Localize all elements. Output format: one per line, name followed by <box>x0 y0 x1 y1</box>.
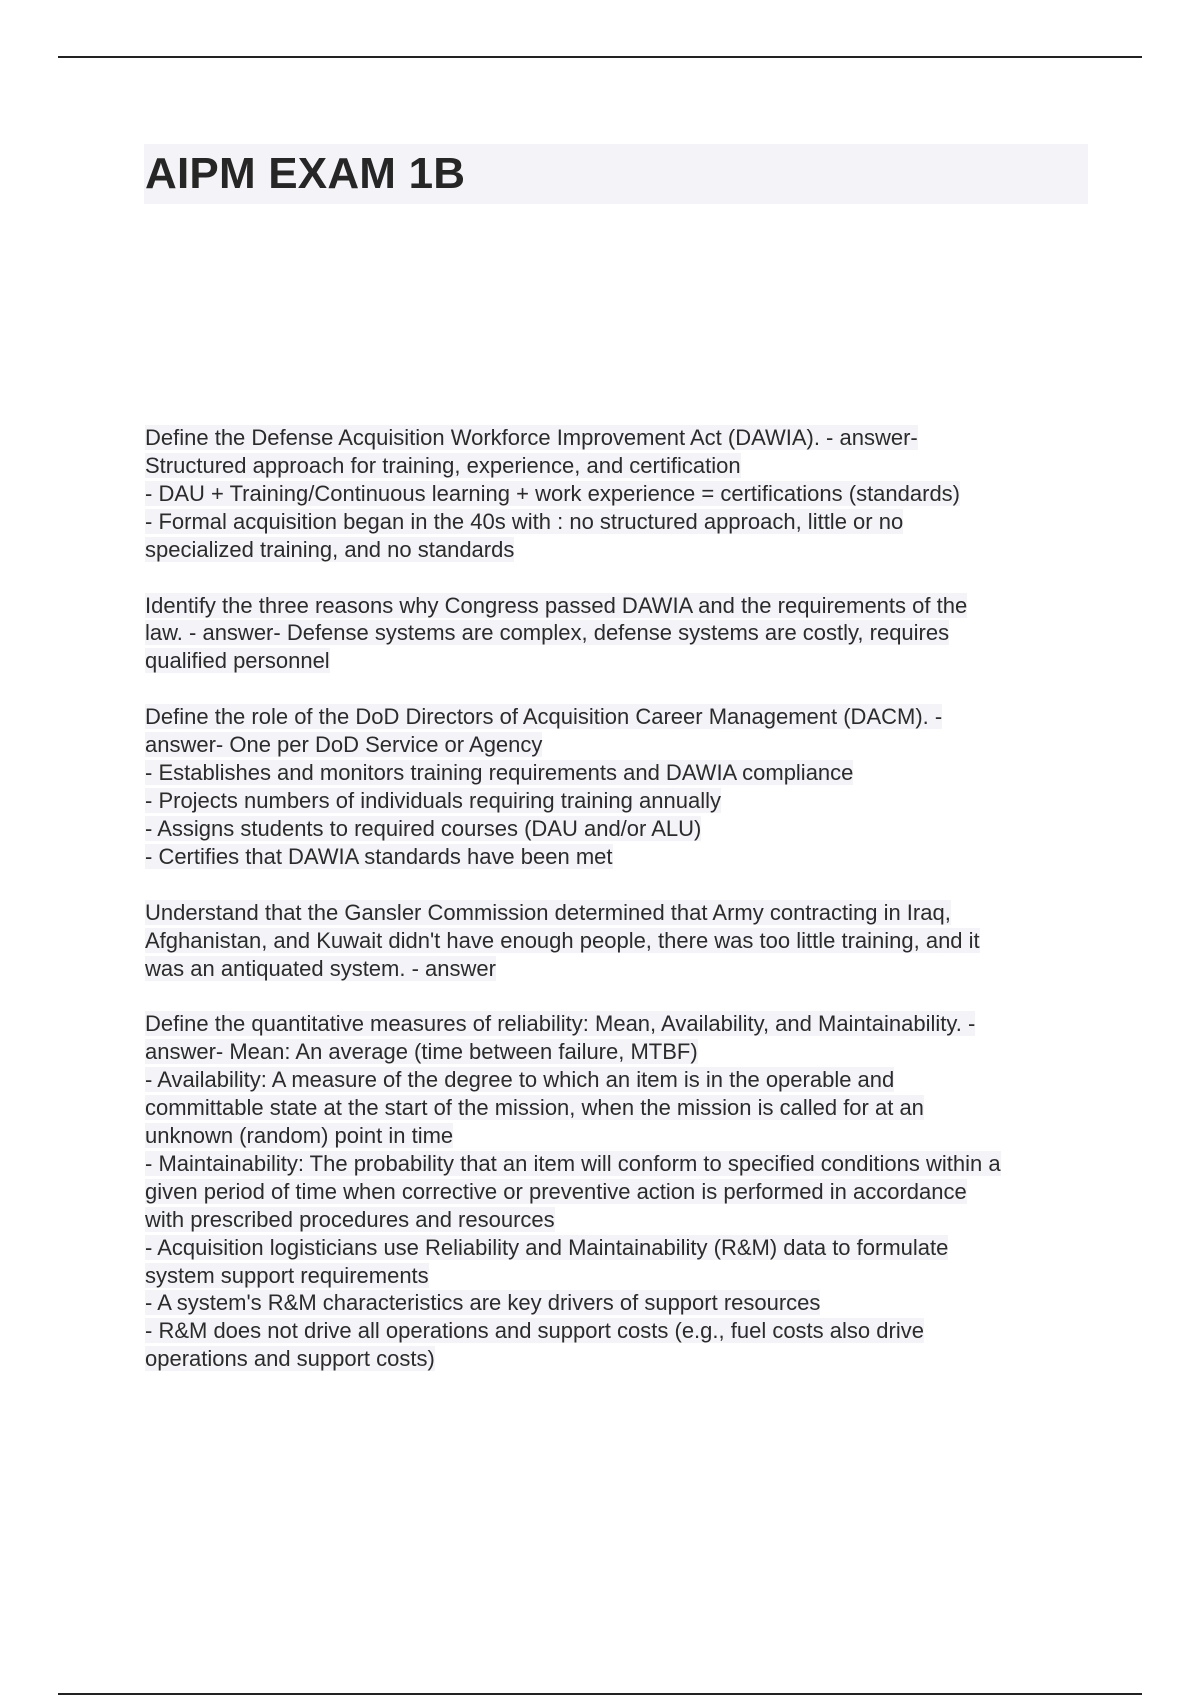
qa-line: Afghanistan, and Kuwait didn't have enough people, there was too little training, and it <box>145 927 980 953</box>
qa-line: - Establishes and monitors training requirements and DAWIA compliance <box>145 760 854 786</box>
qa-line: specialized training, and no standards <box>145 536 515 562</box>
qa-line: system support requirements <box>145 1262 429 1288</box>
qa-block-reliability-measures <box>145 1010 1095 1373</box>
qa-line: given period of time when corrective or preventive action is performed in accordance <box>145 1178 967 1204</box>
qa-line: committable state at the start of the mission, when the mission is called for at an <box>145 1095 924 1121</box>
qa-line: - Acquisition logisticians use Reliability and Maintainability (R&M) data to formulate <box>145 1234 949 1260</box>
qa-block-dawia-definition <box>145 424 1095 564</box>
qa-line: answer- One per DoD Service or Agency <box>145 732 543 758</box>
qa-line: - Projects numbers of individuals requiring training annually <box>145 787 721 813</box>
qa-line: operations and support costs) <box>145 1346 435 1372</box>
qa-line: was an antiquated system. - answer <box>145 955 496 981</box>
qa-line: - R&M does not drive all operations and support costs (e.g., fuel costs also drive <box>145 1318 924 1344</box>
qa-line: Define the Defense Acquisition Workforce Improvement Act (DAWIA). - answer- <box>145 425 918 450</box>
qa-line: with prescribed procedures and resources <box>145 1206 555 1232</box>
qa-line: Define the quantitative measures of reliability: Mean, Availability, and Maintainability. - <box>145 1011 976 1037</box>
qa-line: - Certifies that DAWIA standards have been met <box>145 843 613 869</box>
qa-line: law. - answer- Defense systems are complex, defense systems are costly, requires <box>145 620 950 646</box>
document-title: AIPM EXAM 1B <box>145 149 466 198</box>
qa-list <box>145 424 1095 1401</box>
qa-line: - Formal acquisition began in the 40s with : no structured approach, little or no <box>145 508 904 534</box>
qa-line: - DAU + Training/Continuous learning + work experience = certifications (standards) <box>145 480 961 506</box>
qa-line: - Assigns students to required courses (DAU and/or ALU) <box>145 815 702 841</box>
qa-line: unknown (random) point in time <box>145 1123 454 1149</box>
top-divider <box>58 56 1142 58</box>
qa-block-dawia-reasons <box>145 592 1095 676</box>
qa-line: - Maintainability: The probability that an item will conform to specified conditions within a <box>145 1150 1001 1176</box>
qa-line: Define the role of the DoD Directors of Acquisition Career Management (DACM). - <box>145 704 943 730</box>
qa-line: Understand that the Gansler Commission determined that Army contracting in Iraq, <box>145 899 951 925</box>
bottom-divider <box>58 1693 1142 1695</box>
qa-line: qualified personnel <box>145 648 330 674</box>
qa-block-dacm-role <box>145 703 1095 870</box>
qa-line: answer- Mean: An average (time between failure, MTBF) <box>145 1039 698 1065</box>
qa-line: Structured approach for training, experience, and certification <box>145 452 741 478</box>
qa-line: Identify the three reasons why Congress passed DAWIA and the requirements of the <box>145 592 968 618</box>
qa-line: - A system's R&M characteristics are key drivers of support resources <box>145 1290 821 1316</box>
qa-block-gansler-commission <box>145 899 1095 983</box>
qa-line: - Availability: A measure of the degree to which an item is in the operable and <box>145 1067 895 1093</box>
